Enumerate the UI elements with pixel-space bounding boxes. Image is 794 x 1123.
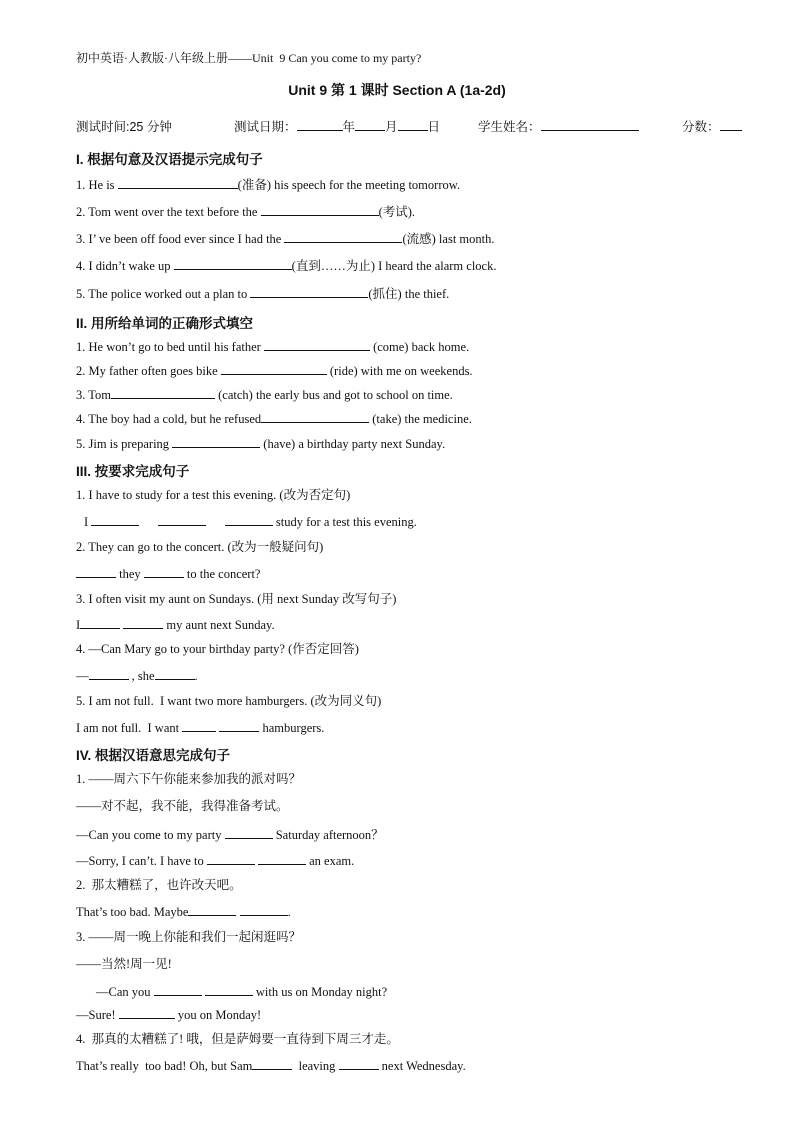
blank[interactable]: [154, 983, 202, 996]
section-2-heading: II. 用所给单词的正确形式填空: [76, 316, 254, 331]
blank[interactable]: [261, 203, 379, 216]
date-label: 测试日期：: [234, 120, 297, 134]
blank[interactable]: [76, 565, 116, 578]
blank[interactable]: [221, 362, 327, 375]
blank[interactable]: [284, 230, 402, 243]
blank[interactable]: [91, 513, 139, 526]
score-label: 分数：: [682, 120, 720, 134]
blank[interactable]: [240, 903, 288, 916]
blank[interactable]: [207, 852, 255, 865]
blank[interactable]: [250, 285, 368, 298]
test-time: 测试时间:25 分钟: [76, 120, 172, 134]
blank[interactable]: [172, 435, 260, 448]
s3-q4: 4. —Can Mary go to your birthday party? (作否定回答): [76, 642, 359, 656]
s3-a5: I am not full. I want hamburgers.: [76, 721, 325, 735]
s4-q3-en1: —Can you with us on Monday night?: [96, 985, 388, 999]
blank[interactable]: [188, 903, 236, 916]
blank[interactable]: [225, 513, 273, 526]
s3-q2: 2. They can go to the concert. (改为一般疑问句): [76, 540, 324, 554]
s4-q2-cn: 2. 那太糟糕了，也许改天吧。: [76, 878, 242, 892]
s4-q2-en: That’s too bad. Maybe .: [76, 905, 291, 919]
year-label: 年: [342, 120, 356, 134]
name-blank[interactable]: [541, 118, 639, 131]
s3-a2: they to the concert?: [76, 565, 260, 582]
blank[interactable]: [219, 719, 259, 732]
blank[interactable]: [158, 513, 206, 526]
test-date: [234, 117, 440, 135]
section-4-heading: IV. 根据汉语意思完成句子: [76, 748, 231, 763]
score: [682, 117, 742, 135]
blank[interactable]: [80, 616, 120, 629]
s4-q3-cn2: ——当然!周一见!: [76, 957, 172, 971]
blank[interactable]: [155, 667, 195, 680]
blank[interactable]: [205, 983, 253, 996]
s1-item-3: 3. I’ ve been off food ever since I had the (流感) last month.: [76, 232, 495, 246]
s4-q4-en: That’s really too bad! Oh, but Sam leaving next Wednesday.: [76, 1059, 466, 1073]
s2-item-4: 4. The boy had a cold, but he refused (take) the medicine.: [76, 412, 472, 426]
s4-q1-en1: —Can you come to my party Saturday afternoon？: [76, 828, 384, 842]
page-header: 初中英语·人教版·八年级上册——Unit 9 Can you come to my party?: [76, 51, 422, 65]
s1-item-5: 5. The police worked out a plan to (抓住) the thief.: [76, 287, 450, 301]
page-title: Unit 9 第 1 课时 Section A (1a-2d): [288, 82, 506, 98]
blank[interactable]: [182, 719, 216, 732]
s4-q1-cn1: 1. ——周六下午你能来参加我的派对吗？: [76, 772, 302, 786]
name-label: 学生姓名：: [478, 120, 541, 134]
student-name: [478, 117, 639, 135]
blank[interactable]: [297, 118, 343, 131]
s2-item-3: 3. Tom (catch) the early bus and got to school on time.: [76, 388, 453, 402]
blank[interactable]: [258, 852, 306, 865]
s1-item-4: 4. I didn’t wake up (直到……为止) I heard the alarm clock.: [76, 259, 497, 273]
section-1-heading: I. 根据句意及汉语提示完成句子: [76, 152, 263, 167]
day-label: 日: [427, 120, 441, 134]
s4-q4-cn: 4. 那真的太糟糕了! 哦，但是萨姆要一直待到下周三才走。: [76, 1032, 399, 1046]
s4-q3-en2: —Sure! you on Monday!: [76, 1008, 262, 1022]
s1-item-2: 2. Tom went over the text before the (考试).: [76, 205, 416, 219]
section-3-heading: III. 按要求完成句子: [76, 464, 190, 479]
s3-q3: 3. I often visit my aunt on Sundays. (用 next Sunday 改写句子): [76, 592, 397, 606]
blank[interactable]: [261, 410, 369, 423]
s4-q3-cn1: 3. ——周一晚上你能和我们一起闲逛吗？: [76, 930, 302, 944]
s1-item-1: 1. He is (准备) his speech for the meeting tomorrow.: [76, 178, 461, 192]
blank[interactable]: [264, 338, 370, 351]
blank[interactable]: [123, 616, 163, 629]
blank[interactable]: [174, 257, 292, 270]
score-blank[interactable]: [720, 118, 742, 131]
blank[interactable]: [225, 826, 273, 839]
s3-a3: I my aunt next Sunday.: [76, 618, 275, 632]
month-label: 月: [385, 120, 398, 134]
blank[interactable]: [252, 1057, 292, 1070]
s3-a1: I study for a test this evening.: [84, 515, 417, 529]
s4-q1-cn2: ——对不起，我不能，我得准备考试。: [76, 799, 289, 813]
s3-q5: 5. I am not full. I want two more hamburgers. (改为同义句): [76, 694, 382, 708]
blank[interactable]: [355, 118, 385, 131]
blank[interactable]: [118, 176, 238, 189]
blank[interactable]: [339, 1057, 379, 1070]
blank[interactable]: [398, 118, 428, 131]
s4-q1-en2: —Sorry, I can’t. I have to an exam.: [76, 854, 355, 868]
s2-item-2: 2. My father often goes bike (ride) with me on weekends.: [76, 364, 473, 378]
s2-item-1: 1. He won’t go to bed until his father (come) back home.: [76, 340, 470, 354]
s3-a4: — , she .: [76, 669, 198, 683]
s3-q1: 1. I have to study for a test this evening. (改为否定句): [76, 488, 351, 502]
blank[interactable]: [119, 1006, 175, 1019]
blank[interactable]: [144, 565, 184, 578]
s2-item-5: 5. Jim is preparing (have) a birthday party next Sunday.: [76, 437, 446, 451]
blank[interactable]: [89, 667, 129, 680]
blank[interactable]: [111, 386, 215, 399]
